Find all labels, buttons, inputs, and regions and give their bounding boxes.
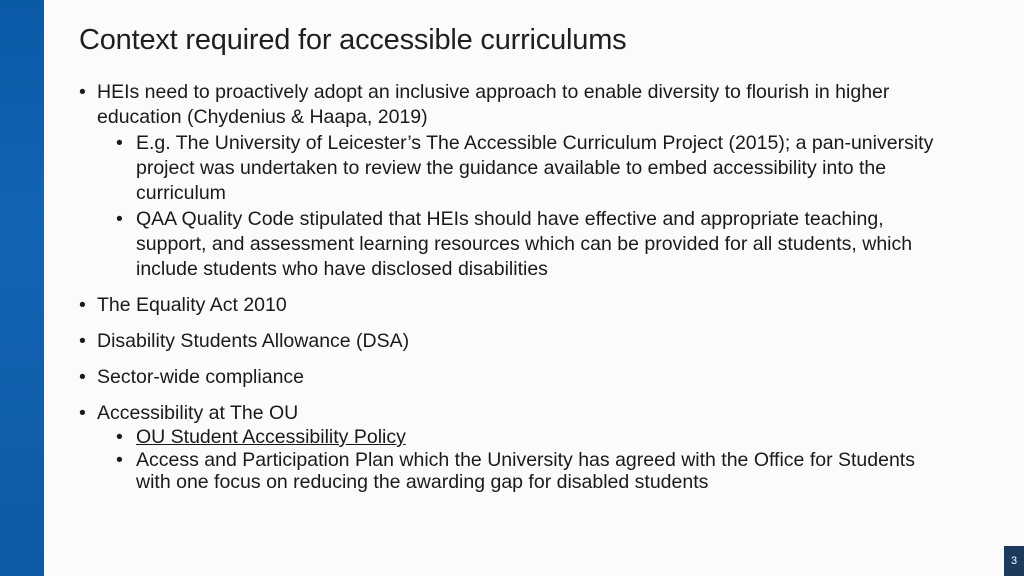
bullet-sector-compliance: • Sector-wide compliance	[79, 365, 939, 390]
bullet-accessibility-ou: • Accessibility at The OU	[79, 401, 939, 426]
bullet-dsa: • Disability Students Allowance (DSA)	[79, 329, 939, 354]
accessibility-policy-link[interactable]: OU Student Accessibility Policy	[136, 426, 406, 448]
bullet-equality-act: • The Equality Act 2010	[79, 293, 939, 318]
sub-bullet-qaa-quality-code: • QAA Quality Code stipulated that HEIs should have effective and appropriate teaching, support, and assessment learning resources which can be provided for all students, which include students who have disclosed disabilities	[79, 207, 939, 282]
page-number: 3	[1004, 546, 1024, 576]
sub-bullet-access-participation-plan: • Access and Participation Plan which the University has agreed with the Office for Students with one focus on reducing the awarding gap for disabled students	[79, 449, 939, 493]
bullet-list	[79, 80, 939, 493]
sub-bullet-leicester-project: • E.g. The University of Leicester’s The Accessible Curriculum Project (2015); a pan-university project was undertaken to review the guidance available to embed accessibility into the curriculum	[79, 131, 939, 206]
bullet-heis-inclusive: • HEIs need to proactively adopt an inclusive approach to enable diversity to flourish in higher education (Chydenius & Haapa, 2019)	[79, 80, 939, 130]
slide-title: Context required for accessible curriculums	[79, 24, 627, 56]
sub-bullet-accessibility-policy	[79, 426, 939, 448]
accent-sidebar	[0, 0, 44, 576]
